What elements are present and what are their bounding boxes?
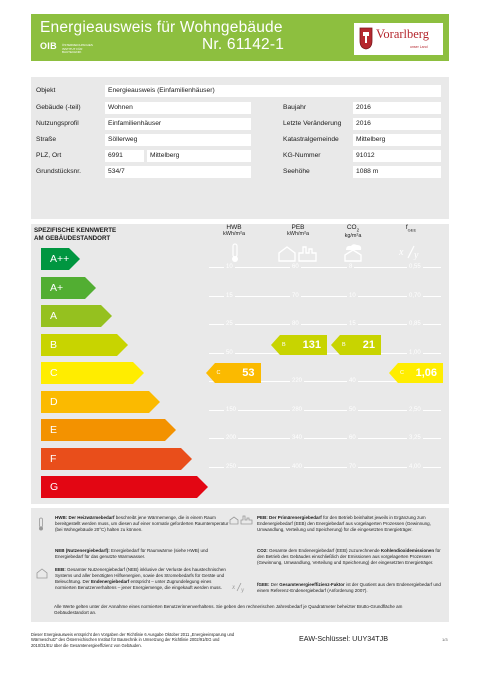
co2-term: CO2:	[257, 548, 268, 553]
rating-band	[41, 391, 160, 413]
hwb-strong: Der Heizwärmebedarf	[68, 515, 115, 520]
building-part-value: Wohnen	[105, 102, 251, 114]
value-marker-value: 21	[362, 338, 375, 351]
threshold-label-hwb: 10	[226, 264, 233, 271]
info-row	[31, 132, 449, 147]
fgee-term: fGEE:	[257, 582, 270, 587]
value-marker-value: 1,06	[415, 367, 437, 379]
hwb-definition	[55, 515, 231, 533]
fgee-text2: ist der Quotient aus dem Endenergiebedarf und einem Referenz-Endenergiebedarf (Anforderung 2007).	[257, 582, 441, 593]
threshold-label-co2: 40	[349, 378, 356, 385]
ratio-icon	[231, 581, 247, 593]
threshold-label-fgee: 4,00	[409, 463, 421, 470]
legal-footer: Dieser Energieausweis entspricht den Vorgaben der Richtlinie 6 Ausgabe Oktober 2011 „Energieeinsparung und Wärmeschutz“ des Österreichischen Institut für Bautechnik in Umsetzung der Richtlinie 2002/91/EG und 2010/31/EU über die Gesamtenergieeffizienz von Gebäuden.	[31, 632, 235, 648]
peb-header-name: PEB	[291, 224, 305, 231]
peb-definition	[257, 515, 443, 533]
last-change-label: Letzte Veränderung	[283, 120, 342, 127]
fgee-header-text: f	[405, 224, 408, 231]
svg-text:y: y	[414, 250, 419, 260]
svg-text:x: x	[399, 247, 404, 258]
rating-band-arrow	[41, 419, 176, 441]
oib-logo	[40, 41, 120, 57]
value-marker-hwb	[206, 363, 261, 383]
threshold-label-fgee: 0,70	[409, 292, 421, 299]
co2-header-name	[333, 224, 373, 233]
rating-band-label: F	[50, 452, 57, 465]
fgee-header-name	[396, 224, 426, 233]
oib-logo-subtitle: ÖSTERREICHISCHES INSTITUT FÜR BAUTECHNIK	[62, 43, 93, 55]
rating-band-label: A+	[50, 281, 64, 294]
thermometer-icon	[37, 517, 45, 531]
street-label: Straße	[36, 136, 57, 143]
threshold-label-peb: 60	[292, 264, 299, 271]
rating-band-arrow	[41, 448, 192, 470]
threshold-label-peb: 280	[292, 406, 303, 413]
peb-strong: Der Primärenergiebedarf	[269, 515, 322, 520]
state-tagline: unser Land	[410, 45, 428, 49]
eeb-definition	[55, 567, 231, 591]
rating-band	[41, 277, 96, 299]
altitude-value: 1088 m	[353, 166, 441, 178]
rating-band-shape	[41, 419, 176, 441]
peb-text: für den Betrieb beinhaltet jeweils in Ergänzung zum Endenergiebedarf (EEB) den Energiebedarf aus vorgelagerten Prozessen (Gewinnung, Umwandlung, Verteilung und Speicherung) für die eingesetzten Energieträger.	[257, 515, 431, 532]
thermometer-icon	[229, 243, 241, 263]
rating-band	[41, 248, 80, 270]
ratio-icon	[397, 244, 425, 260]
eeb-term: EEB:	[55, 567, 66, 572]
peb-term: PEB:	[257, 515, 268, 520]
co2-definition	[257, 548, 443, 566]
certificate-header	[31, 14, 449, 61]
rating-band	[41, 448, 192, 470]
threshold-label-peb: 70	[292, 292, 299, 299]
co2-header-text: CO	[346, 224, 357, 231]
building-part-label: Gebäude (-teil)	[36, 104, 81, 111]
column-header-co2	[333, 224, 373, 240]
city-value: Mittelberg	[147, 150, 251, 162]
threshold-label-hwb: 15	[226, 292, 233, 299]
plot-number-label: Grundstücksnr.	[36, 168, 81, 175]
column-header-peb	[278, 224, 318, 238]
svg-text:x: x	[232, 583, 236, 591]
rating-band-shape	[41, 448, 192, 470]
rating-band-label: C	[50, 367, 58, 379]
co2-header-unit: kg/m²a	[344, 233, 362, 240]
hwb-header-name: HWB	[226, 224, 242, 231]
threshold-label-peb: 340	[292, 435, 303, 442]
certificate-title: Energieausweis für Wohngebäude	[40, 19, 283, 36]
construction-year-label: Baujahr	[283, 104, 307, 111]
postcode-city-label: PLZ, Ort	[36, 152, 62, 159]
eeb-strong: Endenergiebedarf	[91, 579, 130, 584]
hwb-text: beschreibt jene Wärmemenge, die in einem Raum bereitgestellt werden muss, um diesen auf einer normativ geforderten Raumtemperatur (bei Wohngebäude 20°C) halten zu können.	[55, 515, 229, 532]
threshold-label-co2: 70	[349, 463, 356, 470]
threshold-label-co2: 50	[349, 406, 356, 413]
object-label: Objekt	[36, 87, 56, 94]
energy-rating-chart	[31, 224, 449, 504]
page-number: 1/3	[442, 637, 448, 642]
threshold-label-hwb: 200	[226, 435, 237, 442]
house-factory-icon	[229, 515, 255, 525]
value-marker-co2	[331, 335, 381, 355]
cadastral-label: Katastralgemeinde	[283, 136, 339, 143]
threshold-label-fgee: 0,85	[409, 321, 421, 328]
value-marker-value: 53	[242, 367, 255, 379]
threshold-label-fgee: 3,25	[409, 435, 421, 442]
neb-definition	[55, 548, 231, 560]
object-info-table	[31, 77, 449, 219]
rating-band-shape	[41, 476, 208, 498]
last-change-value: 2016	[353, 118, 441, 130]
column-header-hwb	[219, 224, 249, 238]
rating-band-label: D	[50, 395, 58, 408]
state-name: Vorarlberg	[376, 27, 429, 41]
rating-band-shape	[41, 391, 160, 413]
threshold-label-fgee: 1,00	[409, 349, 421, 356]
value-marker-class: B	[282, 341, 286, 348]
postcode-value: 6991	[105, 150, 144, 162]
rating-band	[41, 476, 208, 498]
rating-band	[41, 334, 128, 356]
cadastral-value: Mittelberg	[353, 134, 441, 146]
usage-profile-label: Nutzungsprofil	[36, 120, 79, 127]
column-header-fgee	[396, 224, 426, 233]
altitude-label: Seehöhe	[283, 168, 310, 175]
eeb-text: Gesamter Nutzenergiebedarf (NEB) inklusive der Verluste des haustechnischen Systems und aller benötigten Hilfsenergien, sowie des Stromebedarfs für Geräte und Beleuchtung. Der	[55, 567, 226, 584]
house-energy-icon	[36, 568, 48, 579]
threshold-label-hwb: 250	[226, 463, 237, 470]
rating-band-label: E	[50, 424, 58, 436]
value-marker-value: 131	[302, 338, 321, 351]
value-marker-class: B	[342, 341, 346, 348]
info-row	[31, 116, 449, 131]
fgee-header-subscript: GEE	[407, 227, 417, 233]
rating-band	[41, 305, 112, 327]
threshold-label-hwb: 150	[226, 406, 237, 413]
rating-band	[41, 362, 144, 384]
kg-number-value: 91012	[353, 150, 441, 162]
fgee-text: Der	[269, 582, 280, 587]
rating-band	[41, 419, 176, 441]
hwb-term: HWB:	[55, 515, 68, 520]
kg-number-label: KG-Nummer	[283, 152, 321, 159]
plot-number-value: 534/7	[105, 166, 251, 178]
peb-header-unit: kWh/m²a	[287, 231, 309, 237]
value-marker-class: C	[400, 370, 404, 376]
house-factory-icon	[277, 244, 319, 262]
rating-band-label: A++	[50, 253, 70, 265]
coat-of-arms-icon	[359, 27, 373, 50]
hwb-header-unit: kWh/m²a	[223, 231, 245, 237]
state-logo	[354, 23, 443, 55]
co2-strong: Kohlendioxidemissionen	[380, 548, 435, 553]
eaw-key: EAW-Schlüssel: UUY34TJB	[299, 634, 389, 643]
usage-profile-value: Einfamilienhäuser	[105, 118, 251, 130]
svg-text:y: y	[241, 586, 245, 593]
rating-band-label: G	[50, 481, 59, 493]
value-marker-peb	[271, 335, 327, 355]
object-row	[31, 83, 449, 98]
certificate-number: Nr. 61142-1	[202, 36, 285, 53]
fgee-definition	[257, 582, 443, 594]
rating-band-label: A	[50, 310, 58, 322]
threshold-label-hwb: 50	[226, 349, 233, 356]
threshold-label-co2: 10	[349, 292, 356, 299]
threshold-label-co2: 8	[349, 264, 353, 271]
rating-band-arrow	[41, 476, 208, 498]
threshold-label-peb: 400	[292, 463, 303, 470]
oib-logo-mark: OIB	[40, 41, 57, 51]
chart-heading	[34, 227, 116, 242]
rating-band-label: B	[50, 338, 58, 351]
threshold-label-peb: 220	[292, 378, 303, 385]
value-marker-class: C	[216, 370, 221, 376]
object-value: Energieausweis (Einfamilienhäuser)	[105, 85, 441, 97]
fgee-strong: Gesamtenergieeffizienz-Faktor	[279, 582, 345, 587]
co2-text2: für den Betrieb des Gebäudes einschließlich der Emissionen aus vorgelagerten Prozessen (Gewinnung, Umwandlung, Verteilung und Speicherung) der eingesetzten Energieträger.	[257, 548, 441, 565]
co2-header-subscript: 2	[356, 227, 360, 233]
threshold-label-fgee: 2,50	[409, 406, 421, 413]
definitions-box	[31, 508, 449, 622]
construction-year-value: 2016	[353, 102, 441, 114]
info-row	[31, 148, 449, 163]
neb-text: Energiebedarf für Raumwärme (siehe HWB) und Energiebedarf für das genutzte Warmwasser.	[55, 548, 209, 559]
eeb-text2: entspricht – unter Zugrundelegung eines normierten Benutzerverhaltens – jener Energiemenge, die eingekauft werden muss.	[55, 579, 222, 590]
info-row	[31, 164, 449, 179]
neb-term: NEB (Nutzenergiebedarf):	[55, 548, 110, 553]
threshold-label-fgee: 0,55	[409, 264, 421, 271]
street-value: Söllerweg	[105, 134, 251, 146]
threshold-label-peb: 80	[292, 321, 299, 328]
rating-band-arrow	[41, 391, 160, 413]
threshold-label-co2: 60	[349, 435, 356, 442]
info-row	[31, 100, 449, 115]
values-footnote: Alle Werte gelten unter der Annahme eines normierten Benutzerinnenverhaltens. Sie geben den rechnerischen Jahresbedarf je Quadratmeter beheizter Brutto-Grundfläche am Gebäudestandort an.	[54, 604, 403, 615]
chart-heading-line2: AM GEBÄUDESTANDORT	[34, 234, 111, 242]
threshold-label-hwb: 25	[226, 321, 233, 328]
house-cloud-icon	[341, 242, 365, 262]
threshold-label-co2: 15	[349, 321, 356, 328]
co2-text: Gesamte dem Endenergiebedarf (EEB) zuzurechnende	[267, 548, 381, 553]
chart-heading-line1: SPEZIFISCHE KENNWERTE	[34, 227, 117, 234]
value-marker-fgee	[389, 363, 443, 383]
